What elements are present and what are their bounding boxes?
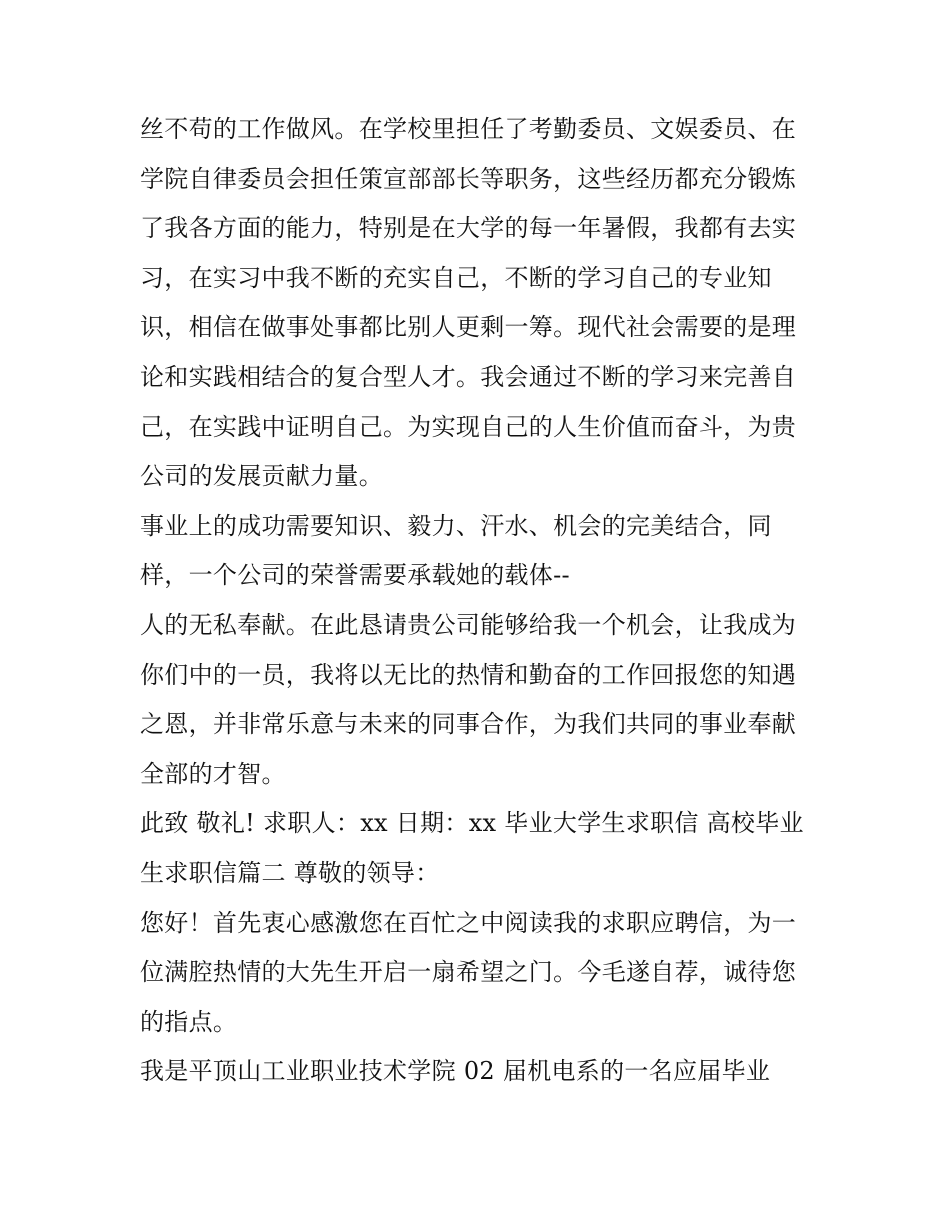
text-line: 事业上的成功需要知识、毅力、汗水、机会的完美结合，同 <box>140 511 772 540</box>
text-line: 生求职信篇二 尊敬的领导： <box>140 858 440 887</box>
text-line: 人的无私奉献。在此恳请贵公司能够给我一个机会，让我成为 <box>140 610 797 639</box>
text-line: 我是平顶山工业职业技术学院 02 届机电系的一名应届毕业 <box>140 1057 771 1086</box>
text-line: 此致 敬礼! 求职人：xx 日期：xx 毕业大学生求职信 高校毕业 <box>140 809 804 838</box>
text-line: 己，在实践中证明自己。为实现自己的人生价值而奋斗，为贵 <box>140 412 797 441</box>
text-line: 样，一个公司的荣誉需要承载她的载体-- <box>140 561 570 590</box>
text-line: 您好！首先衷心感激您在百忙之中阅读我的求职应聘信，为一 <box>140 908 797 937</box>
text-line: 了我各方面的能力，特别是在大学的每一年暑假，我都有去实 <box>140 214 797 243</box>
text-line: 论和实践相结合的复合型人才。我会通过不断的学习来完善自 <box>140 362 797 391</box>
text-line: 位满腔热情的大先生开启一扇希望之门。今毛遂自荐，诚待您 <box>140 958 797 987</box>
text-line: 识，相信在做事处事都比别人更剩一筹。现代社会需要的是理 <box>140 313 797 342</box>
text-line: 学院自律委员会担任策宣部部长等职务，这些经历都充分锻炼 <box>140 164 797 193</box>
text-line: 全部的才智。 <box>140 759 286 788</box>
text-line: 的指点。 <box>140 1007 238 1036</box>
text-line: 丝不苟的工作做风。在学校里担任了考勤委员、文娱委员、在 <box>140 115 797 143</box>
text-line: 之恩，并非常乐意与未来的同事合作，为我们共同的事业奉献 <box>140 710 797 739</box>
text-line: 公司的发展贡献力量。 <box>140 462 383 491</box>
text-line: 习，在实习中我不断的充实自己，不断的学习自己的专业知 <box>140 263 772 292</box>
text-line: 你们中的一员，我将以无比的热情和勤奋的工作回报您的知遇 <box>140 660 797 689</box>
body-text <box>140 105 830 1097</box>
